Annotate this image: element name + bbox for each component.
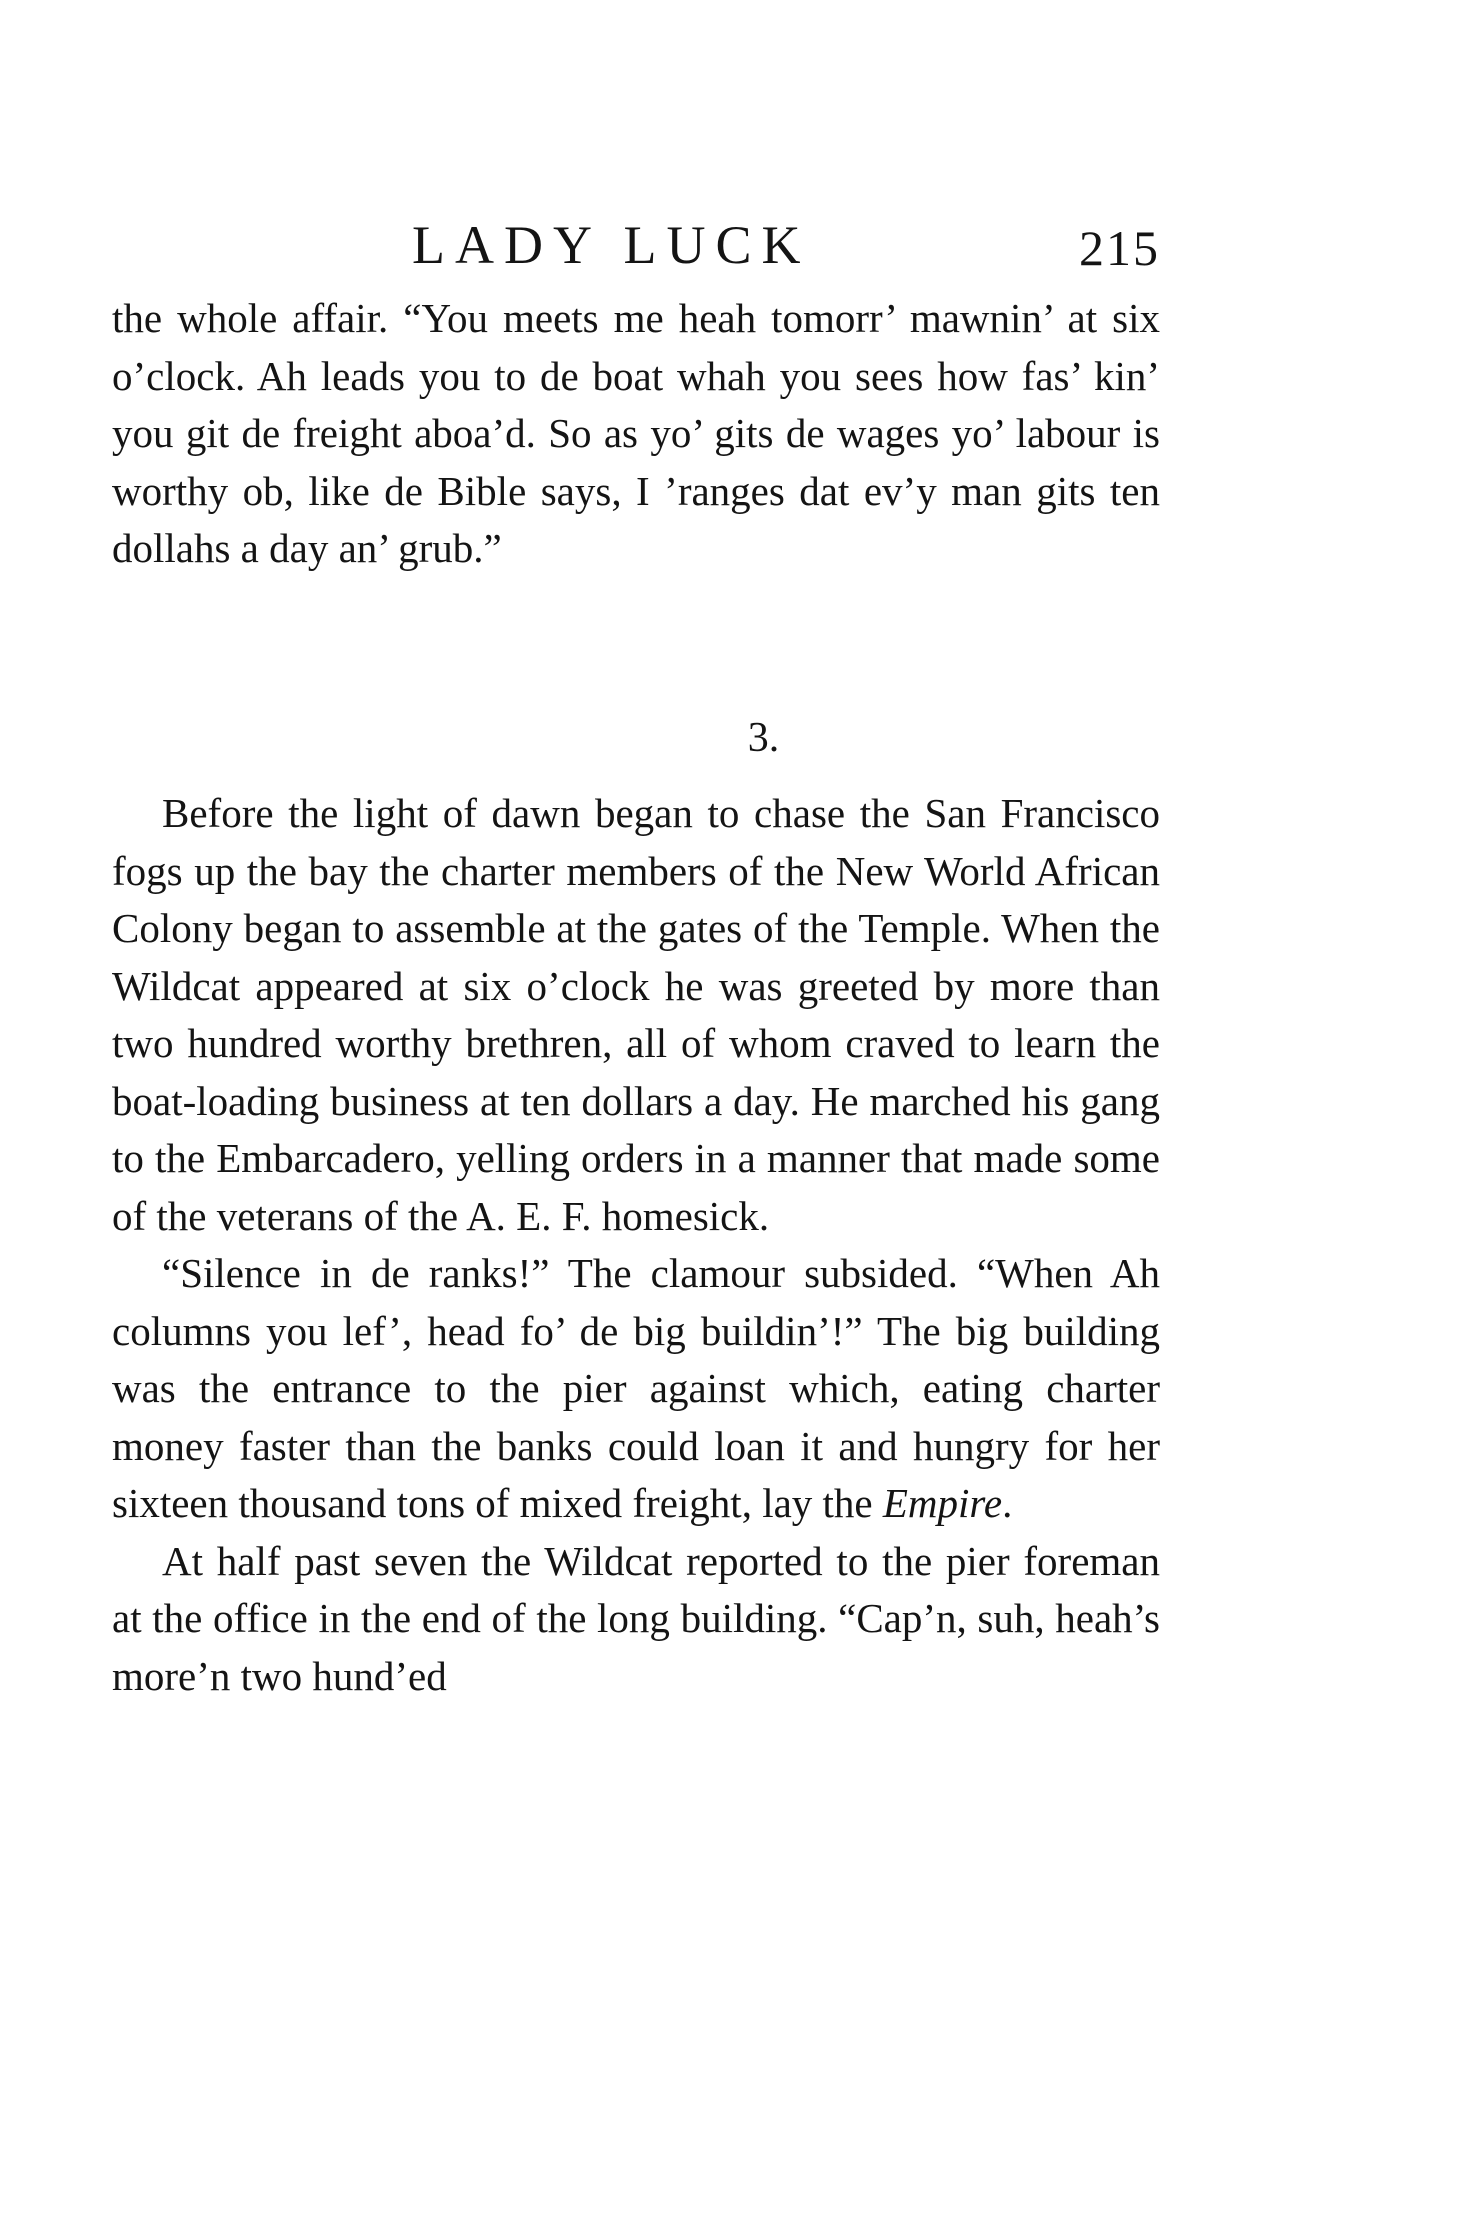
text-block-section [112, 785, 1160, 1705]
ship-name-punct: . [1002, 1480, 1013, 1526]
page-header [112, 210, 1160, 280]
paragraph-text: “Silence in de ranks!” The clamour subsided. “When Ah columns you lef’, head fo’ de big buildin’!” The big building was the entrance to the pier against which, eating charter money faster than the banks could loan it and hungry for her sixteen thousand tons of mixed freight, lay the [112, 1250, 1160, 1526]
page-number: 215 [1079, 220, 1160, 276]
ship-name: Empire [882, 1480, 1003, 1526]
running-title: LADY LUCK [412, 215, 811, 275]
text-block-continuation [112, 290, 1160, 578]
paragraph: Before the light of dawn began to chase the San Francisco fogs up the bay the charter members of the New World African Colony began to assemble at the gates of the Temple. When the Wildcat appeared at six o’clock he was greeted by more than two hundred worthy brethren, all of whom craved to learn the boat-loading business at ten dollars a day. He marched his gang to the Embarcadero, yelling orders in a manner that made some of the veterans of the A. E. F. homesick. [112, 790, 1160, 1239]
section-number: 3. [747, 715, 780, 761]
paragraph: the whole affair. “You meets me heah tomorr’ mawnin’ at six o’clock. Ah leads you to de boat whah you sees how fas’ kin’ you git de freight aboa’d. So as yo’ gits de wages yo’ labour is worthy ob, like de Bible says, I ’ranges dat ev’y man gits ten dollahs a day an’ grub.” [112, 295, 1160, 571]
paragraph [112, 1245, 1160, 1533]
paragraph: At half past seven the Wildcat reported to the pier foreman at the office in the end of the long building. “Cap’n, suh, heah’s more’n two hund’ed [112, 1537, 1160, 1699]
